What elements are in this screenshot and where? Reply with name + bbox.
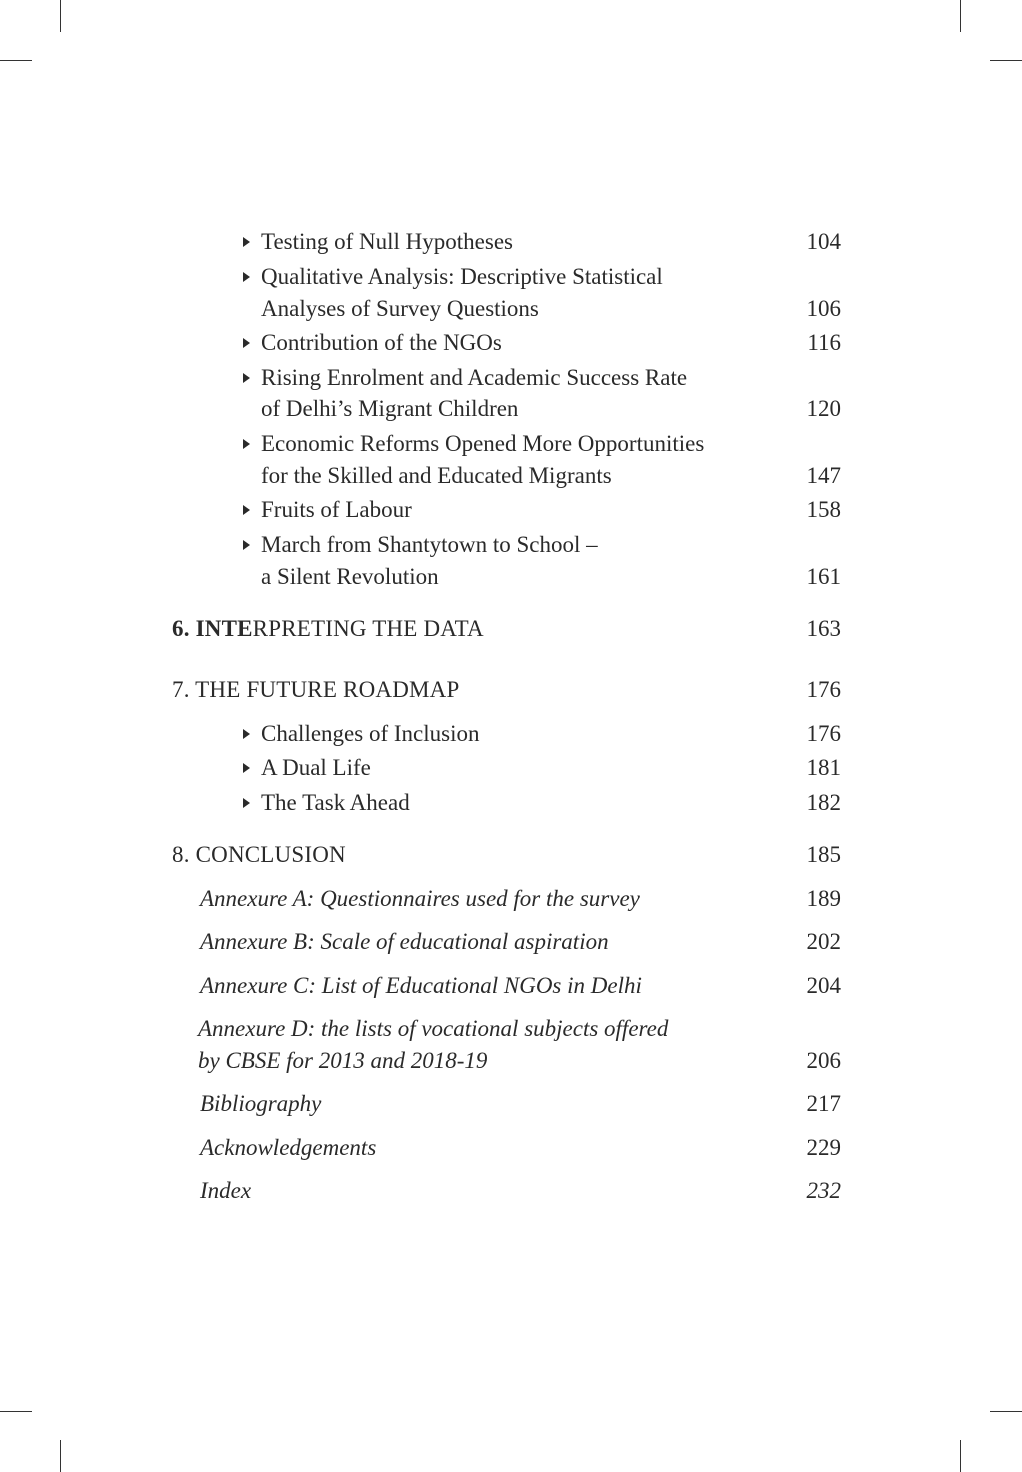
chapter-title-bold-part: INTE bbox=[195, 616, 253, 641]
toc-section-title: March from Shantytown to School – bbox=[261, 532, 598, 557]
toc-index: Index bbox=[200, 1178, 252, 1203]
toc-page-number: 106 bbox=[806, 296, 841, 321]
toc-page-number: 232 bbox=[806, 1178, 841, 1203]
toc-chapter-title: 8. CONCLUSION bbox=[172, 842, 346, 867]
toc-page-number: 206 bbox=[806, 1048, 841, 1073]
toc-page-number: 104 bbox=[806, 229, 841, 254]
toc-page-number: 176 bbox=[806, 721, 841, 746]
toc-acknowledgements: Acknowledgements bbox=[200, 1135, 377, 1160]
toc-annexure-b: Annexure B: Scale of educational aspiration bbox=[200, 929, 609, 954]
toc-chapter-title bbox=[172, 613, 484, 645]
toc-bibliography: Bibliography bbox=[200, 1091, 322, 1116]
triangle-bullet-icon bbox=[243, 729, 250, 739]
toc-page-number: 147 bbox=[806, 463, 841, 488]
triangle-bullet-icon bbox=[243, 763, 250, 773]
toc-page-number: 217 bbox=[806, 1091, 841, 1116]
triangle-bullet-icon bbox=[243, 540, 250, 550]
toc-annexure-a: Annexure A: Questionnaires used for the survey bbox=[200, 886, 640, 911]
toc-section-title: Fruits of Labour bbox=[261, 497, 412, 522]
toc-page-number: 185 bbox=[806, 842, 841, 867]
toc-section-title: Rising Enrolment and Academic Success Rate bbox=[261, 365, 688, 390]
toc-annexure-c: Annexure C: List of Educational NGOs in Delhi bbox=[200, 973, 642, 998]
toc-section-title: Testing of Null Hypotheses bbox=[261, 229, 514, 254]
triangle-bullet-icon bbox=[243, 798, 250, 808]
chapter-number: 6. bbox=[172, 616, 190, 641]
toc-page-number: 161 bbox=[806, 564, 841, 589]
toc-section-title: Challenges of Inclusion bbox=[261, 721, 480, 746]
triangle-bullet-icon bbox=[243, 272, 250, 282]
triangle-bullet-icon bbox=[243, 237, 250, 247]
toc-section-title: The Task Ahead bbox=[261, 790, 410, 815]
toc-section-title: A Dual Life bbox=[261, 755, 371, 780]
triangle-bullet-icon bbox=[243, 439, 250, 449]
toc-annexure-d: Annexure D: the lists of vocational subjects offered bbox=[198, 1016, 669, 1041]
triangle-bullet-icon bbox=[243, 373, 250, 383]
toc-page-number: 181 bbox=[806, 755, 841, 780]
toc-page-number: 116 bbox=[807, 330, 841, 355]
toc-page-number: 158 bbox=[806, 497, 841, 522]
toc-page-number: 189 bbox=[806, 886, 841, 911]
triangle-bullet-icon bbox=[243, 505, 250, 515]
toc-page-number: 163 bbox=[806, 616, 841, 641]
toc-page-number: 204 bbox=[806, 973, 841, 998]
toc-chapter-title: 7. THE FUTURE ROADMAP bbox=[172, 677, 460, 702]
toc-page-number: 229 bbox=[806, 1135, 841, 1160]
triangle-bullet-icon bbox=[243, 338, 250, 348]
toc-section-title-continued: for the Skilled and Educated Migrants bbox=[261, 463, 612, 488]
toc-page-number: 202 bbox=[806, 929, 841, 954]
toc-section-title-continued: of Delhi’s Migrant Children bbox=[261, 396, 519, 421]
toc-page-number: 176 bbox=[806, 677, 841, 702]
toc-page-number: 120 bbox=[806, 396, 841, 421]
toc-section-title-continued: a Silent Revolution bbox=[261, 564, 439, 589]
toc-section-title: Contribution of the NGOs bbox=[261, 330, 502, 355]
toc-annexure-d-continued: by CBSE for 2013 and 2018-19 bbox=[198, 1048, 488, 1073]
toc-section-title: Economic Reforms Opened More Opportunities bbox=[261, 431, 705, 456]
toc-section-title-continued: Analyses of Survey Questions bbox=[261, 296, 539, 321]
toc-page-number: 182 bbox=[806, 790, 841, 815]
toc-section-title: Qualitative Analysis: Descriptive Statistical bbox=[261, 264, 663, 289]
chapter-title-rest: RPRETING THE DATA bbox=[252, 616, 484, 641]
